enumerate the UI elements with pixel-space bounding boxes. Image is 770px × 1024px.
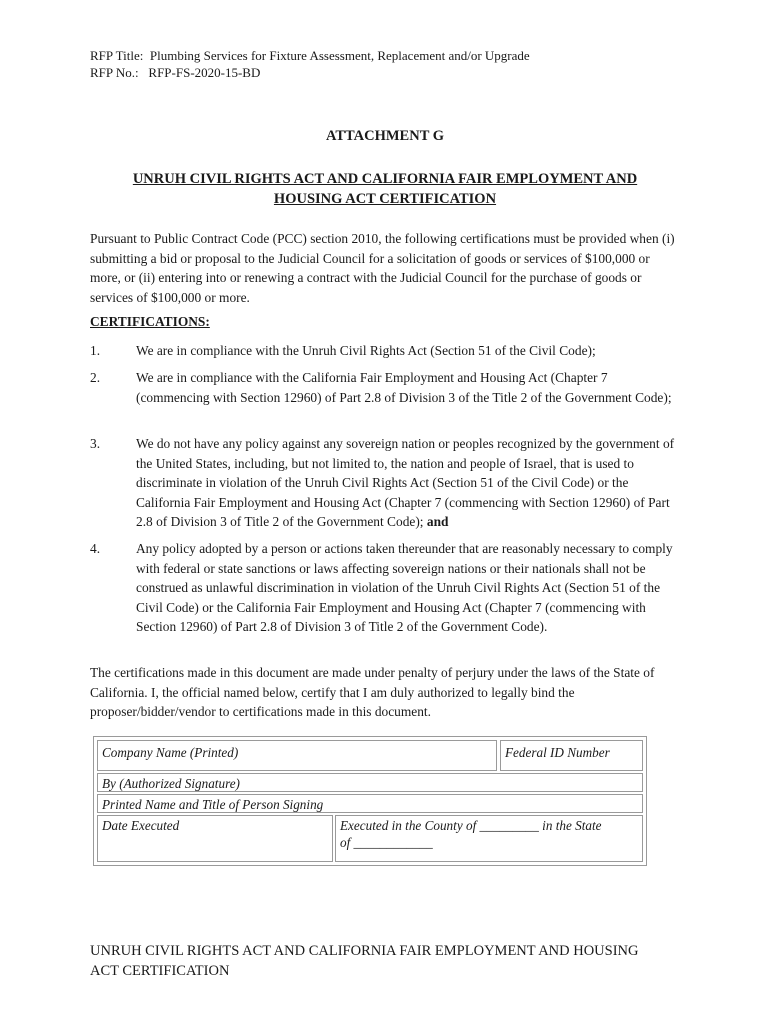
document-subtitle <box>110 169 660 209</box>
item-number: 2. <box>90 370 101 385</box>
company-name-label: Company Name (Printed) <box>102 745 239 760</box>
certification-item-3 <box>90 434 682 534</box>
subtitle-line-2: HOUSING ACT CERTIFICATION <box>273 191 497 207</box>
rfp-title: RFP Title: Plumbing Services for Fixture Assessment, Replacement and/or Upgrade <box>90 48 530 63</box>
signature-form-table <box>93 736 647 866</box>
date-executed-label: Date Executed <box>102 818 180 833</box>
item-text: We are in compliance with the California Fair Employment and Housing Act (Chapter 7 (commencing with Section 12960) of Part 2.8 of Division 3 of the Title 2 of the Government Code); <box>136 370 672 405</box>
item-text: Any policy adopted by a person or actions taken thereunder that are reasonably necessary to comply with federal or state sanctions or laws affecting sovereign nations or their nationals shall not be construed as unlawful discrimination in violation of the Unruh Civil Rights Act (Section 51 of the Civil Code) or the California Fair Employment and Housing Act (Chapter 7 (commencing with Section 12960) of Part 2.8 of Division 3 of Title 2 of the Government Code). <box>136 541 673 634</box>
item-number: 1. <box>90 343 101 358</box>
certification-item-2 <box>90 368 682 428</box>
item-text: We do not have any policy against any sovereign nation or peoples recognized by the government of the United States, including, but not limited to, the nation and people of Israel, that is used to discriminate in violation of the Unruh Civil Rights Act (Section 51 of the Civil Code) or the California Fair Employment and Housing Act (Chapter 7 (commencing with Section 12960) of Part 2.8 of Division 3 of Title 2 of the Government Code); <box>136 436 675 529</box>
executed-county-line-1: Executed in the County of _________ in the State <box>340 818 602 833</box>
federal-id-field[interactable] <box>500 740 643 771</box>
closing-paragraph: The certifications made in this document are made under penalty of perjury under the laws of the State of California. I, the official named below, certify that I am duly authorized to legally bind the proposer/bidder/vendor to certifications made in this document. <box>90 665 655 719</box>
company-name-field[interactable] <box>97 740 497 771</box>
authorized-signature-field[interactable] <box>97 773 643 792</box>
page-footer <box>90 941 690 981</box>
subtitle-line-1: UNRUH CIVIL RIGHTS ACT AND CALIFORNIA FAIR EMPLOYMENT AND <box>132 171 638 187</box>
intro-paragraph: Pursuant to Public Contract Code (PCC) section 2010, the following certifications must be provided when (i) submitting a bid or proposal to the Judicial Council for a solicitation of goods or services of $100,000 or more, or (ii) entering into or renewing a contract with the Judicial Council for the purchase of goods or services of $100,000 or more. <box>90 231 675 305</box>
footer-line-2: ACT CERTIFICATION <box>90 963 230 979</box>
date-executed-field[interactable] <box>97 815 333 862</box>
attachment-title: ATTACHMENT G <box>325 128 445 144</box>
rfp-header <box>90 47 530 81</box>
item-text: We are in compliance with the Unruh Civil Rights Act (Section 51 of the Civil Code); <box>136 343 596 358</box>
item-text-wrapper <box>136 434 682 532</box>
printed-name-label: Printed Name and Title of Person Signing <box>102 797 324 812</box>
rfp-number: RFP No.: RFP-FS-2020-15-BD <box>90 65 261 80</box>
item-number: 3. <box>90 436 101 451</box>
item-suffix-and: and <box>426 514 449 529</box>
item-number: 4. <box>90 541 101 556</box>
footer-line-1: UNRUH CIVIL RIGHTS ACT AND CALIFORNIA FAIR EMPLOYMENT AND HOUSING <box>90 943 639 959</box>
certifications-heading: CERTIFICATIONS: <box>90 314 210 329</box>
signature-label: By (Authorized Signature) <box>102 776 240 791</box>
executed-county-line-2: of ____________ <box>340 835 433 850</box>
executed-county-field[interactable] <box>335 815 643 862</box>
federal-id-label: Federal ID Number <box>505 745 610 760</box>
certification-item-4 <box>90 539 682 659</box>
certification-item-1 <box>90 341 682 361</box>
printed-name-title-field[interactable] <box>97 794 643 813</box>
